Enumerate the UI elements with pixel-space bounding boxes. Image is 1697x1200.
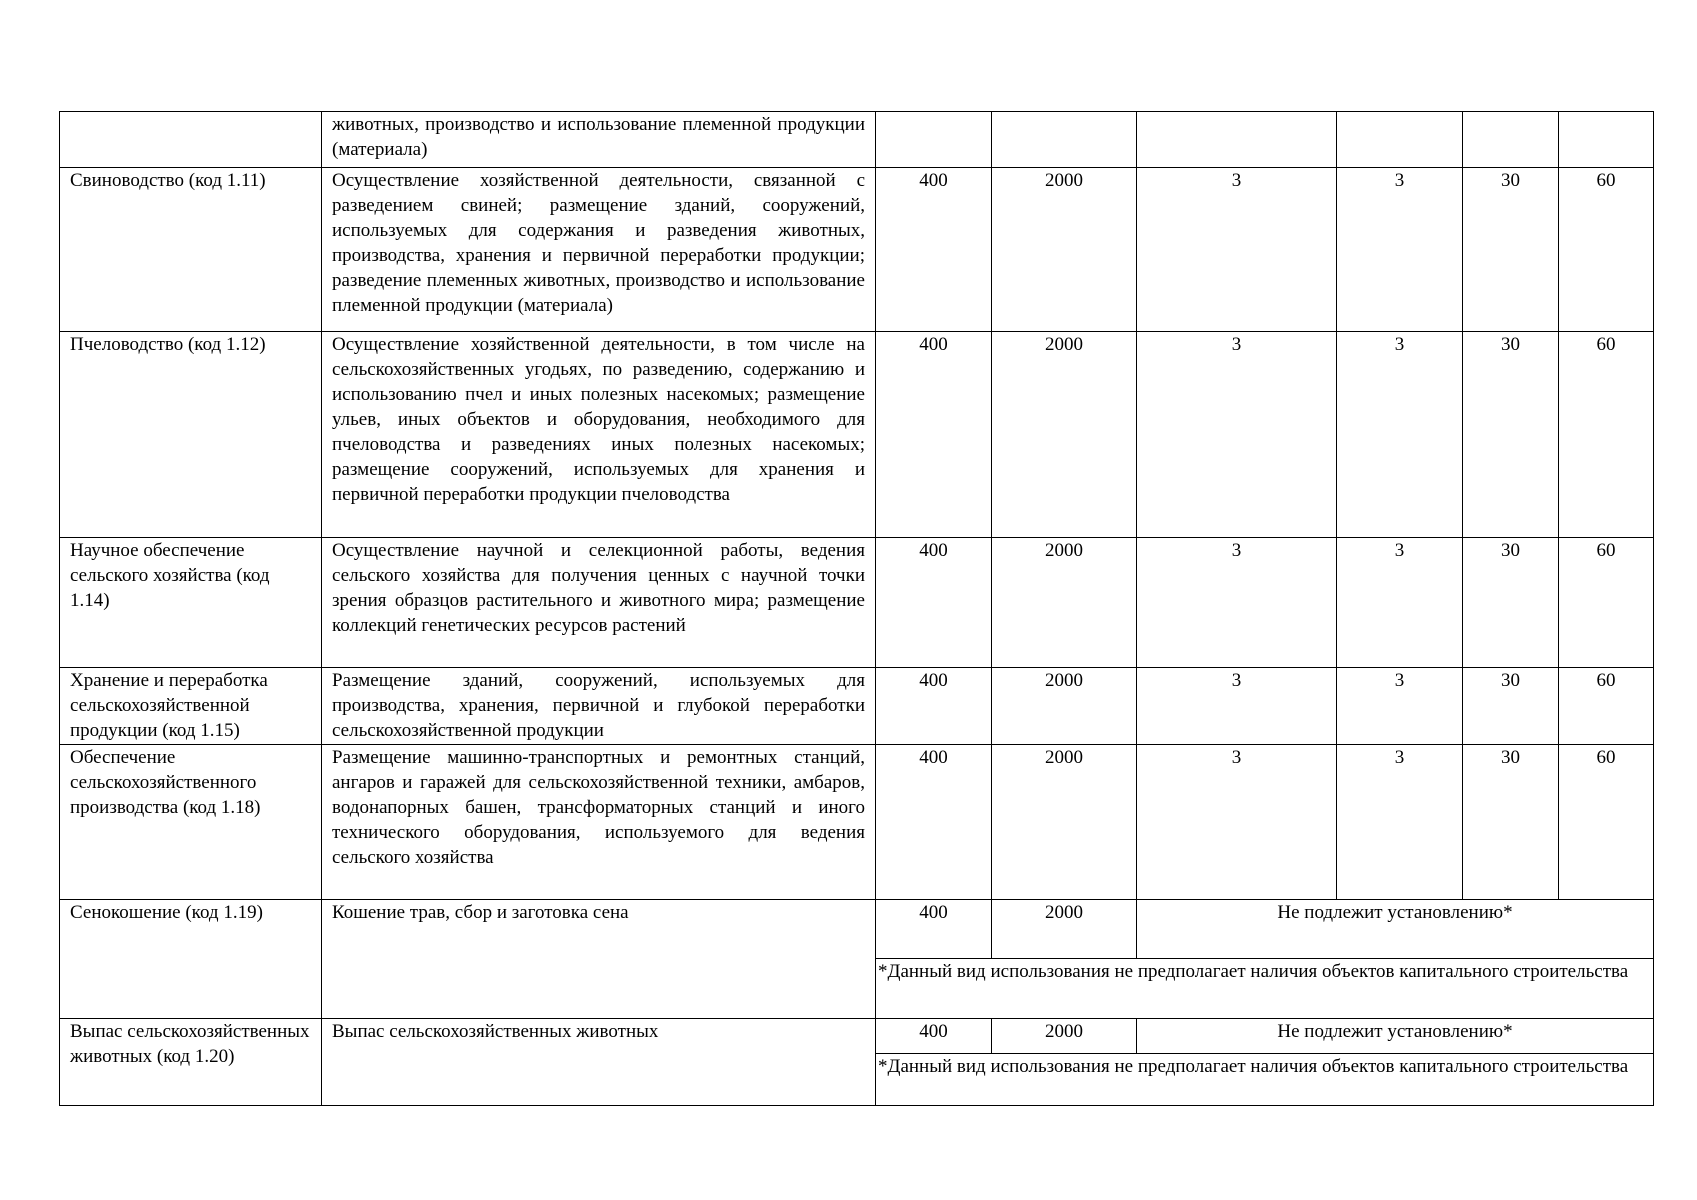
value-cell: 400 [876,745,992,900]
table-row [60,1019,1654,1054]
use-description-cell: Размещение зданий, сооружений, используемых для производства, хранения, первичной и глубокой переработки сельскохозяйственной продукции [322,668,876,745]
value-cell: 400 [876,668,992,745]
use-name-cell: Выпас сельскохозяйственных животных (код 1.20) [60,1019,322,1106]
table-row [60,668,1654,745]
table-row [60,900,1654,959]
value-cell: 60 [1559,332,1654,538]
use-description-cell: Осуществление хозяйственной деятельности, в том числе на сельскохозяйственных угодьях, по разведению, содержанию и использованию пчел и иных полезных насекомых; размещение ульев, иных объектов и оборудования, необходимого для пчеловодства и разведениях иных полезных насекомых; размещение сооружений, используемых для хранения и первичной переработки продукции пчеловодства [322,332,876,538]
table-row [60,745,1654,900]
value-cell: 30 [1463,745,1559,900]
use-description-cell: Размещение машинно-транспортных и ремонтных станций, ангаров и гаражей для сельскохозяйственной техники, амбаров, водонапорных башен, трансформаторных станций и иного технического оборудования, используемого для ведения сельского хозяйства [322,745,876,900]
value-cell: 2000 [992,668,1137,745]
value-cell: 3 [1137,538,1337,668]
use-name-cell: Сенокошение (код 1.19) [60,900,322,1019]
use-description-cell: животных, производство и использование племенной продукции (материала) [322,112,876,168]
use-description-cell: Осуществление научной и селекционной работы, ведения сельского хозяйства для получения ценных с научной точки зрения образцов растительного и животного мира; размещение коллекций генетических ресурсов растений [322,538,876,668]
value-cell: 3 [1337,168,1463,332]
value-cell: 60 [1559,168,1654,332]
value-cell [1337,112,1463,168]
value-cell: 30 [1463,668,1559,745]
footnote-cell: *Данный вид использования не предполагает наличия объектов капитального строительства [876,959,1654,1019]
use-name-cell [60,112,322,168]
value-cell: 2000 [992,538,1137,668]
value-cell: 60 [1559,668,1654,745]
not-applicable-cell: Не подлежит установлению* [1137,900,1654,959]
table-row [60,332,1654,538]
use-description-cell: Выпас сельскохозяйственных животных [322,1019,876,1106]
value-cell: 400 [876,1019,992,1054]
use-name-cell: Обеспечение сельскохозяйственного производства (код 1.18) [60,745,322,900]
value-cell: 400 [876,538,992,668]
use-description-cell: Осуществление хозяйственной деятельности, связанной с разведением свиней; размещение зданий, сооружений, используемых для содержания и разведения животных, производства, хранения и первичной переработки продукции; разведение племенных животных, производство и использование племенной продукции (материала) [322,168,876,332]
value-cell: 60 [1559,538,1654,668]
value-cell: 400 [876,332,992,538]
value-cell: 3 [1337,538,1463,668]
value-cell: 30 [1463,168,1559,332]
value-cell: 2000 [992,745,1137,900]
value-cell: 3 [1337,332,1463,538]
table-row [60,168,1654,332]
value-cell: 2000 [992,1019,1137,1054]
use-description-cell: Кошение трав, сбор и заготовка сена [322,900,876,1019]
footnote-cell: *Данный вид использования не предполагает наличия объектов капитального строительства [876,1054,1654,1106]
value-cell: 3 [1137,745,1337,900]
value-cell [876,112,992,168]
value-cell [1463,112,1559,168]
value-cell [1137,112,1337,168]
table-row [60,112,1654,168]
value-cell [992,112,1137,168]
use-name-cell: Пчеловодство (код 1.12) [60,332,322,538]
value-cell: 2000 [992,168,1137,332]
value-cell: 30 [1463,538,1559,668]
table-row [60,538,1654,668]
value-cell: 3 [1337,745,1463,900]
use-name-cell: Хранение и переработка сельскохозяйственной продукции (код 1.15) [60,668,322,745]
value-cell: 60 [1559,745,1654,900]
value-cell: 2000 [992,900,1137,959]
value-cell: 3 [1137,668,1337,745]
value-cell: 3 [1337,668,1463,745]
value-cell: 3 [1137,332,1337,538]
use-name-cell: Научное обеспечение сельского хозяйства (код 1.14) [60,538,322,668]
value-cell: 30 [1463,332,1559,538]
not-applicable-cell: Не подлежит установлению* [1137,1019,1654,1054]
land-use-table [59,111,1654,1106]
value-cell [1559,112,1654,168]
value-cell: 2000 [992,332,1137,538]
value-cell: 3 [1137,168,1337,332]
value-cell: 400 [876,900,992,959]
use-name-cell: Свиноводство (код 1.11) [60,168,322,332]
value-cell: 400 [876,168,992,332]
document-page [59,111,1653,1106]
